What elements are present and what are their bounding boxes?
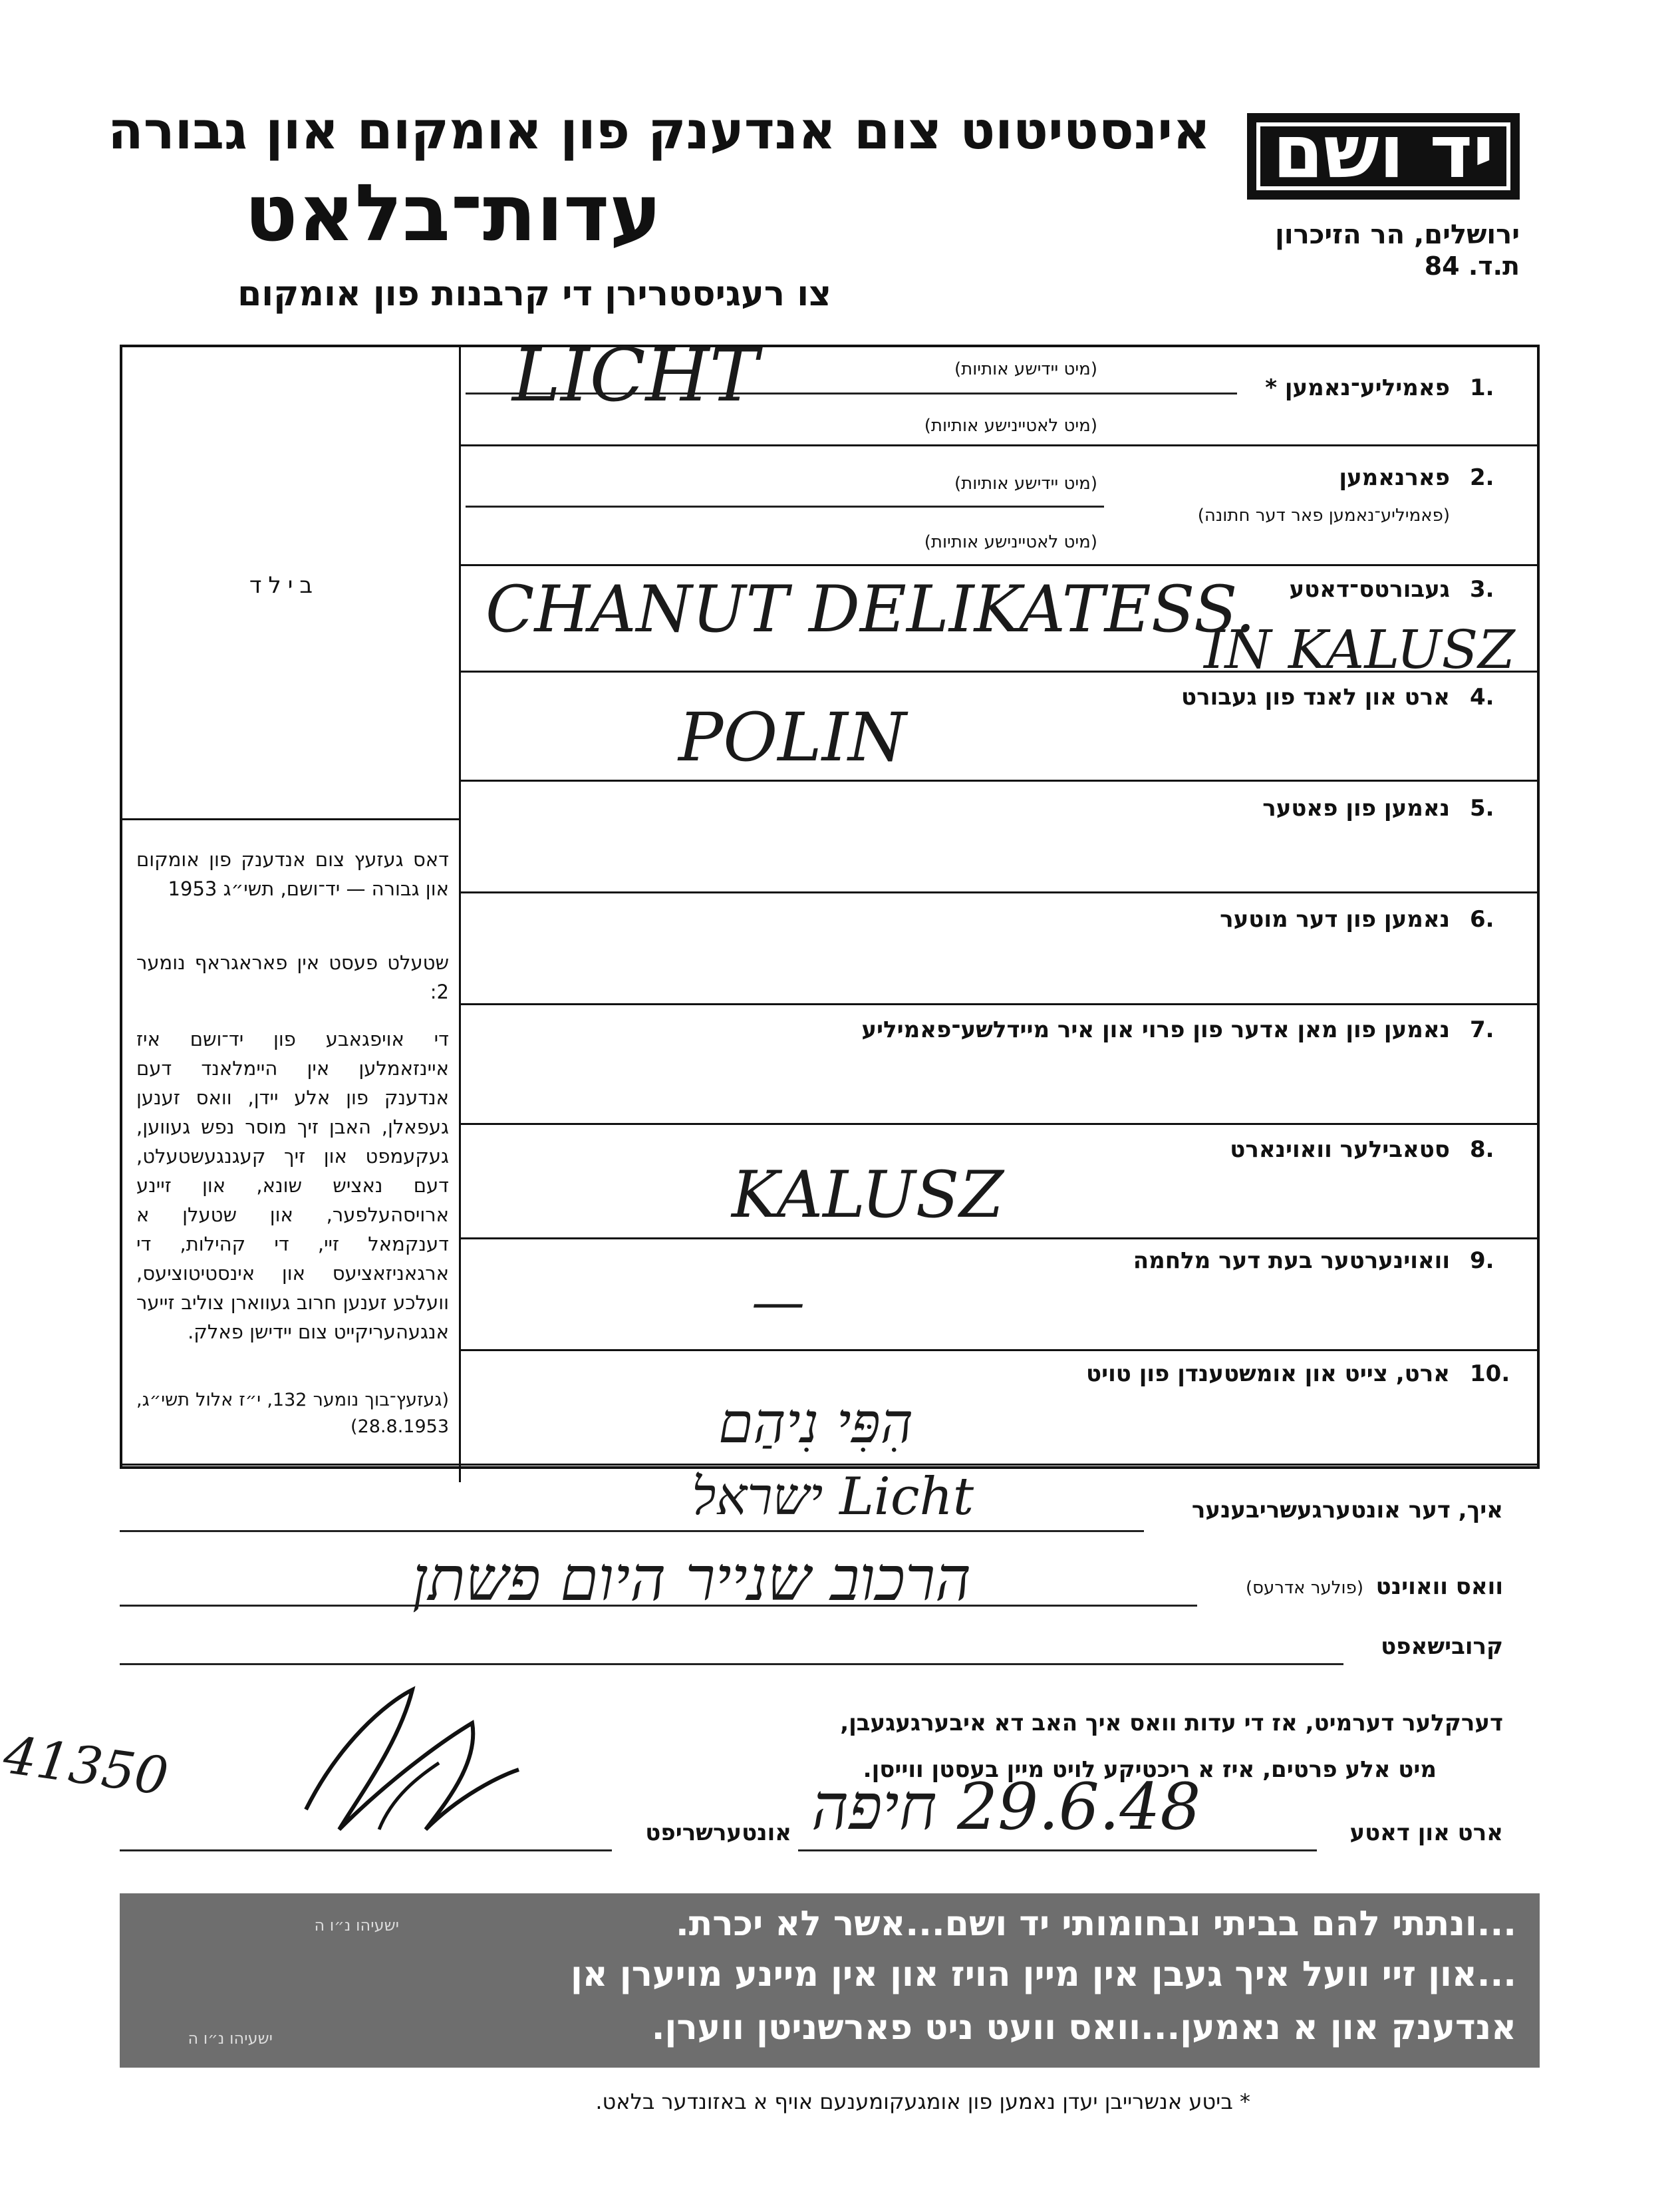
signer-name-value: ישראל Licht	[692, 1467, 974, 1527]
row-separator	[459, 564, 1540, 566]
photo-box-bottom	[120, 818, 460, 820]
signer-name-line	[120, 1530, 1144, 1532]
law-paragraph-1: דאס געזעץ צום אנדענק פון אומקום און גבורה — יד־ושם, תשי״ג 1953	[136, 848, 449, 900]
field-8-label: סטאבילער וואוינארט	[1230, 1136, 1450, 1163]
field-9-label: וואוינערטער בעת דער מלחמה	[1133, 1247, 1450, 1274]
law-paragraph-3: די אויפגאבע פון יד־ושם איז איינזאמלען אין היימלאנד דעם אנדענק פון אלע יידן, וואס זענען געפאלן, האבן זיך מוסר נפש געווען, געקעמפט און זיך קעגנגעשטעלט, דעם נאציש שונא, און זיינע ארויסהעלפער, און שטעלן א דענקמאל זיי, די קהילות, די ארגאניזאציעס און אינסטיטוציעס, וועלכע זענען חרוב געווארן צוליב זייער אנגעהעריקייט צום יידישן פאלק.	[136, 1028, 449, 1343]
signature-label: אונטערשריפט	[645, 1819, 791, 1846]
place-date-value: 29.6.48 חיפה	[811, 1770, 1201, 1844]
row-separator	[459, 891, 1540, 893]
row-separator	[459, 1237, 1540, 1239]
field-10-label: ארט, צייט און אומשטענדן פון טויט	[1085, 1360, 1450, 1387]
field-3-number: 3.	[1470, 576, 1494, 603]
banner-line-1: ...ונתתי להם בביתי ובחומותי יד ושם...אשר לא יכרת.	[675, 1904, 1516, 1944]
row-separator	[459, 1123, 1540, 1125]
banner-line-2: ...און זיי וועל איך געבן אין מיין הויז און אין מיינע מויערן אן	[570, 1955, 1516, 1994]
field-9-number: 9.	[1470, 1247, 1494, 1274]
address-line-1: ירושלים, הר הזיכרון	[1275, 220, 1520, 250]
field-1-label: פאמיליע־נאמען *	[1265, 375, 1450, 401]
banner-reference-1: ישעיהו נ״ו ה	[314, 1916, 399, 1935]
signature-scribble	[279, 1663, 532, 1849]
field-2-sub-yiddish: (מיט יידישע אותיות)	[954, 474, 1097, 494]
field-1-sub-latin: (מיט לאטיינישע אותיות)	[924, 416, 1097, 436]
row-separator	[459, 444, 1540, 446]
field-5-number: 5.	[1470, 795, 1494, 822]
row-separator	[459, 1003, 1540, 1005]
field-2-sub-latin: (מיט לאטיינישע אותיות)	[924, 532, 1097, 552]
photo-label: בילד	[249, 572, 319, 599]
place-date-label: ארט און דאטע	[1349, 1819, 1503, 1846]
row-separator	[459, 1349, 1540, 1351]
field-3-value-2: IN KALUSZ	[1204, 619, 1515, 681]
field-2-number: 2.	[1470, 464, 1494, 491]
column-divider	[459, 345, 461, 1482]
margin-number: 41350	[0, 1725, 172, 1808]
field-4-number: 4.	[1470, 684, 1494, 710]
signature-line	[120, 1849, 612, 1851]
field-3-value: CHANUT DELIKATESS.	[486, 572, 1256, 647]
signer-name-label: איך, דער אונטערגעשריבענער	[1191, 1497, 1503, 1523]
place-date-line	[798, 1849, 1317, 1851]
field-10-number: 10.	[1470, 1360, 1510, 1387]
field-2-note: (פאמיליע־נאמען פאר דער חתונה)	[1197, 506, 1450, 526]
form-subtitle: צו רעגיסטרירן די קרבנות פון אומקום	[237, 274, 831, 314]
field-9-value: —	[752, 1271, 805, 1333]
signer-address-note: (פולער אדרעס)	[1246, 1578, 1363, 1598]
field-5-label: נאמען פון פאטער	[1262, 795, 1450, 822]
signer-address-value: הרכוב שנייר היום פשתן	[412, 1543, 972, 1615]
field-4-label: ארט און לאנד פון געבורט	[1181, 684, 1450, 710]
field-1-number: 1.	[1470, 375, 1494, 401]
address-line-2: ת.ד. 84	[1424, 251, 1520, 281]
law-paragraph-2: שטעלט פעסט אין פאראגראף נומער 2:	[136, 951, 449, 1003]
banner-line-3: אנדענק און א נאמען...וואס וועט ניט פארשניטן ווערן.	[651, 2008, 1516, 2048]
form-bottom-separator	[120, 1464, 1540, 1466]
field-8-number: 8.	[1470, 1136, 1494, 1163]
law-reference: (געזעץ־בוך נומער 132, י״ז אלול תשי״ג, 28.8.1953)	[136, 1390, 449, 1437]
institute-title: אינסטיטוט צום אנדענק פון אומקום און גבורה	[108, 101, 1210, 161]
field-2-label: פארנאמען	[1339, 464, 1450, 491]
field-8-value: KALUSZ	[732, 1158, 1004, 1232]
field-4-value: POLIN	[678, 699, 907, 776]
row-separator	[459, 780, 1540, 782]
signer-address-label: וואס וואוינט	[1375, 1573, 1503, 1600]
field-1-sub-yiddish: (מיט יידישע אותיות)	[954, 359, 1097, 379]
field-2-line-yiddish	[466, 506, 1104, 508]
field-6-number: 6.	[1470, 906, 1494, 933]
form-title: עדות־בלאט	[244, 167, 662, 259]
logo-text: יד ושם	[1272, 109, 1494, 194]
field-7-number: 7.	[1470, 1017, 1494, 1043]
footnote: * ביטע אנשרייבן יעדן נאמען פון אומגעקומענעם אויף א באזונדער בלאט.	[595, 2089, 1250, 2114]
field-10-value: הִפִּי נִיהַם	[718, 1390, 913, 1456]
relation-label: קרובישאפט	[1381, 1633, 1503, 1660]
field-7-label: נאמען פון מאן אדער פון פרוי און איר מיידלשע־פאמיליע	[861, 1017, 1450, 1043]
field-3-label: געבורטס־דאטע	[1289, 576, 1450, 603]
yad-vashem-logo	[1247, 109, 1520, 200]
declaration-line-2: מיט אלע פרטים, איז א ריכטיקע לויט מיין בעסטן ווייסן.	[863, 1756, 1437, 1783]
field-1-value: LICHT	[512, 333, 758, 418]
banner-reference-3: ישעיהו נ״ו ה	[188, 2029, 273, 2048]
declaration-line-1: דערקלער דערמיט, אז די עדות וואס איך האב דא איבערגעגעבן,	[840, 1710, 1503, 1736]
field-6-label: נאמען פון דער מוטער	[1220, 906, 1450, 933]
